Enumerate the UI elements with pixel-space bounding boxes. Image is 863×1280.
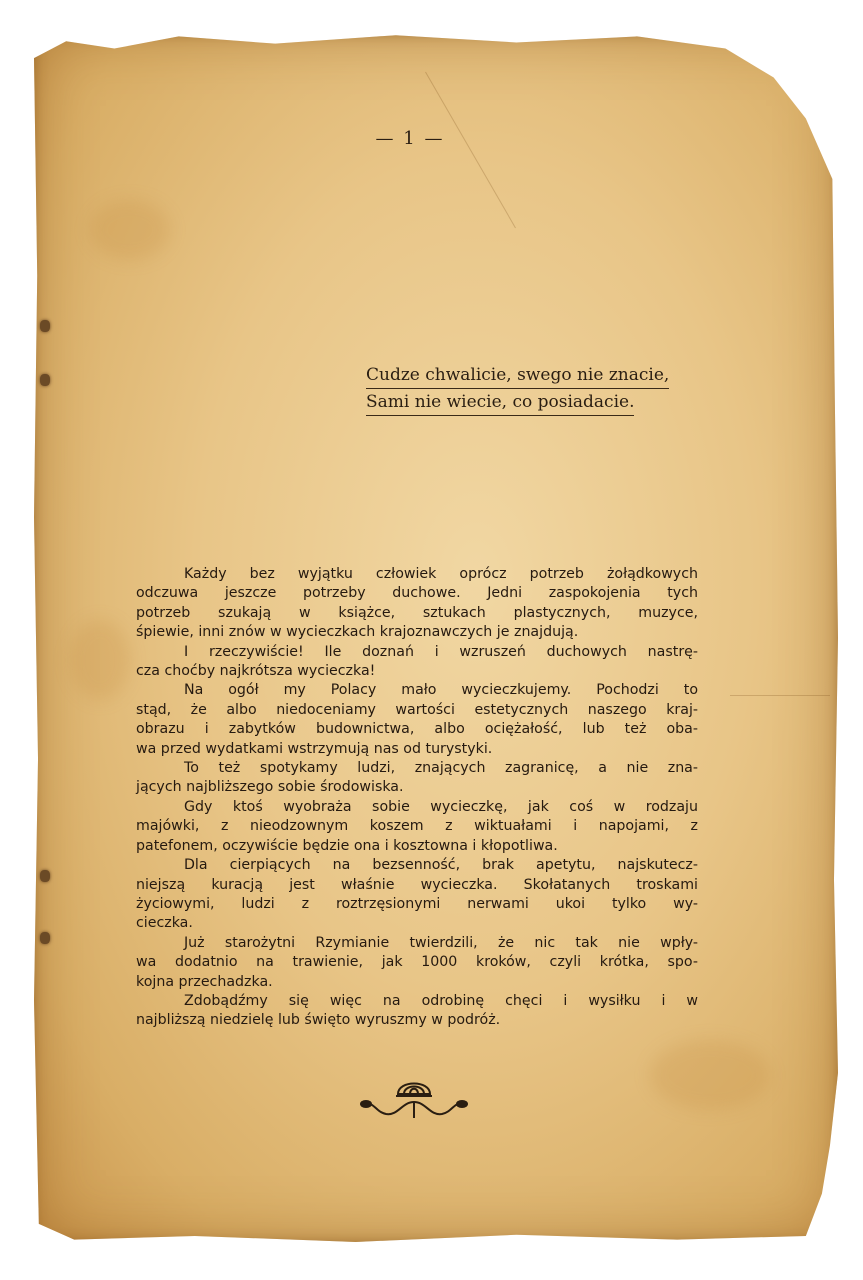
text-line: niejszą kuracją jest właśnie wycieczka. Skołatanych troskami xyxy=(136,876,698,893)
lotus-flourish-ornament-icon xyxy=(352,1072,476,1124)
text-line: stąd, że albo niedoceniamy wartości estetycznych naszego kraj- xyxy=(136,701,698,718)
binding-hole xyxy=(40,320,50,332)
binding-hole xyxy=(40,870,50,882)
text-line: najbliższą niedzielę lub święto wyruszmy w podróż. xyxy=(136,1012,501,1029)
text-line: Na ogół my Polacy mało wycieczkujemy. Pochodzi to xyxy=(184,682,698,699)
binding-hole xyxy=(40,932,50,944)
text-line: majówki, z nieodzownym koszem z wiktuałami i napojami, z xyxy=(136,818,698,835)
text-line: cza choćby najkrótsza wycieczka! xyxy=(136,663,376,680)
motto xyxy=(366,362,700,416)
text-line: Gdy ktoś wyobraża sobie wycieczkę, jak coś w rodzaju xyxy=(184,798,698,815)
text-line: Każdy bez wyjątku człowiek oprócz potrzeb żołądkowych xyxy=(184,566,698,582)
stain xyxy=(90,200,170,260)
text-line: potrzeb szukają w książce, sztukach plastycznych, muzyce, xyxy=(136,604,698,621)
text-line: patefonem, oczywiście będzie ona i kosztowna i kłopotliwa. xyxy=(136,837,558,854)
text-line: wa dodatnio na trawienie, jak 1000 kroków, czyli krótka, spo- xyxy=(136,954,698,971)
motto-line: Cudze chwalicie, swego nie znacie, xyxy=(366,362,669,389)
stain xyxy=(650,1040,770,1110)
crease xyxy=(730,695,830,696)
text-line: kojna przechadzka. xyxy=(136,973,273,990)
stain xyxy=(70,620,130,700)
binding-hole xyxy=(40,374,50,386)
motto-line: Sami nie wiecie, co posiadacie. xyxy=(366,389,634,416)
text-line: śpiewie, inni znów w wycieczkach krajoznawczych je znajdują. xyxy=(136,624,579,641)
body-text xyxy=(136,565,698,1031)
text-line: To też spotykamy ludzi, znających zagranicę, a nie zna- xyxy=(184,760,698,777)
text-line: życiowymi, ludzi z roztrzęsionymi nerwami ukoi tylko wy- xyxy=(136,895,698,912)
text-line: wa przed wydatkami wstrzymują nas od turystyki. xyxy=(136,740,493,757)
text-line: cieczka. xyxy=(136,915,193,932)
text-line: I rzeczywiście! Ile doznań i wzruszeń duchowych nastrę- xyxy=(184,643,698,660)
text-line: odczuwa jeszcze potrzeby duchowe. Jedni zaspokojenia tych xyxy=(136,585,698,602)
text-line: jących najbliższego sobie środowiska. xyxy=(136,779,404,796)
page-number: — 1 — xyxy=(375,128,445,149)
text-line: Dla cierpiących na bezsenność, brak apetytu, najskutecz- xyxy=(184,857,698,874)
text-line: Już starożytni Rzymianie twierdzili, że nic tak nie wpły- xyxy=(184,934,698,951)
text-line: obrazu i zabytków budownictwa, albo ociężałość, lub też oba- xyxy=(136,721,698,738)
text-line: Zdobądźmy się więc na odrobinę chęci i wysiłku i w xyxy=(184,992,698,1009)
